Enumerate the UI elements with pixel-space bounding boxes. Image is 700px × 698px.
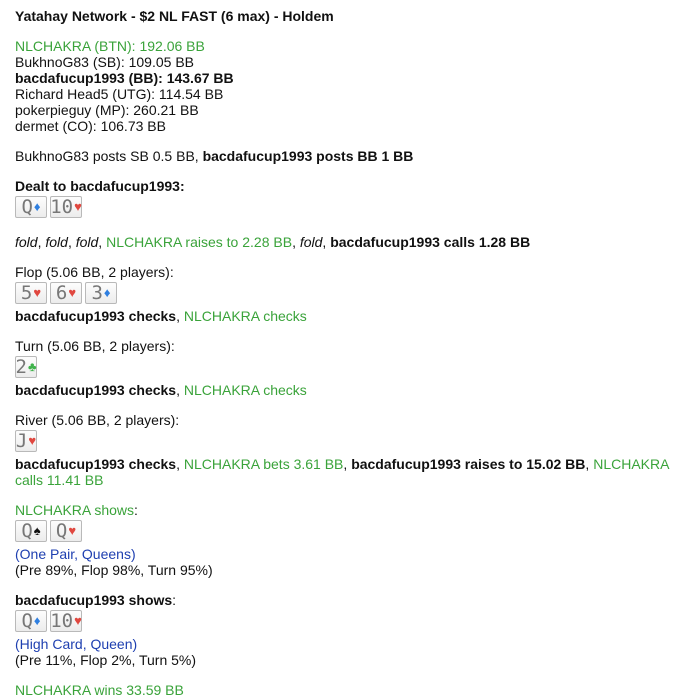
card	[15, 430, 37, 452]
separator: ,	[343, 456, 352, 472]
separator: ,	[194, 148, 203, 164]
action-check: bacdafucup1993 checks	[15, 382, 177, 398]
river-actions	[15, 456, 700, 472]
shown-cards	[15, 610, 700, 634]
action-raise: bacdafucup1993 raises to 15.02 BB	[351, 456, 586, 472]
turn-section	[15, 338, 700, 398]
spade-icon: ♠	[33, 523, 41, 538]
seat-4: Richard Head5 (UTG): 114.54 BB	[15, 86, 224, 102]
card-rank: Q	[55, 520, 68, 542]
diamond-icon: ♦	[33, 199, 41, 214]
action-fold: fold	[15, 234, 38, 250]
flop-cards	[15, 282, 700, 306]
card	[15, 520, 47, 542]
card-rank: 10	[50, 610, 74, 632]
river-section	[15, 412, 700, 488]
flop-section	[15, 264, 700, 324]
heart-icon: ♥	[33, 285, 42, 300]
action-check: bacdafucup1993 checks	[15, 308, 177, 324]
action-check: NLCHAKRA checks	[183, 308, 307, 324]
showdown-2	[15, 592, 700, 668]
flop-actions	[15, 308, 700, 324]
action-call: bacdafucup1993 calls 1.28 BB	[330, 234, 531, 250]
card-rank: J	[15, 430, 28, 452]
action-fold: fold	[299, 234, 323, 250]
equity-line: (Pre 11%, Flop 2%, Turn 5%)	[15, 652, 197, 668]
action-check: bacdafucup1993 checks	[15, 456, 177, 472]
result-line: NLCHAKRA wins 33.59 BB	[15, 682, 184, 698]
dealt-section	[15, 178, 700, 220]
card	[85, 282, 117, 304]
equity-line: (Pre 89%, Flop 98%, Turn 95%)	[15, 562, 213, 578]
show-name: bacdafucup1993 shows	[15, 592, 173, 608]
card-rank: Q	[21, 520, 33, 542]
separator: ,	[292, 234, 300, 250]
card-rank: Q	[21, 196, 33, 218]
hole-cards	[15, 196, 700, 220]
separator: ,	[67, 234, 76, 250]
shown-cards	[15, 520, 700, 544]
colon: :	[134, 502, 138, 518]
card-rank: 10	[50, 196, 74, 218]
action-fold: fold	[75, 234, 99, 250]
seat-list	[15, 38, 700, 134]
diamond-icon: ♦	[33, 613, 41, 628]
card-rank: 5	[20, 282, 33, 304]
action-call-player: NLCHAKRA	[593, 456, 670, 472]
separator: ,	[176, 382, 184, 398]
seat-1: NLCHAKRA (BTN): 192.06 BB	[15, 38, 205, 54]
action-raise: NLCHAKRA raises to 2.28 BB	[106, 234, 293, 250]
diamond-icon: ♦	[103, 285, 111, 300]
bb-post: bacdafucup1993 posts BB 1 BB	[202, 148, 414, 164]
turn-cards	[15, 356, 700, 380]
action-call-amount: calls 11.41 BB	[15, 472, 104, 488]
card	[15, 356, 37, 378]
card-rank: Q	[21, 610, 33, 632]
heart-icon: ♥	[74, 613, 82, 628]
blinds-line	[15, 148, 700, 164]
seat-5: pokerpieguy (MP): 260.21 BB	[15, 102, 199, 118]
dealt-label: Dealt to bacdafucup1993:	[15, 178, 185, 194]
heart-icon: ♥	[68, 523, 77, 538]
card-rank: 6	[55, 282, 68, 304]
turn-actions	[15, 382, 700, 398]
turn-label: Turn (5.06 BB, 2 players):	[15, 338, 175, 354]
card	[50, 610, 82, 632]
action-bet: NLCHAKRA bets 3.61 BB	[183, 456, 344, 472]
river-label: River (5.06 BB, 2 players):	[15, 412, 180, 428]
seat-2: BukhnoG83 (SB): 109.05 BB	[15, 54, 194, 70]
card	[50, 196, 82, 218]
preflop-actions	[15, 234, 700, 250]
club-icon: ♣	[27, 359, 37, 374]
action-check: NLCHAKRA checks	[183, 382, 307, 398]
card	[50, 520, 82, 542]
action-fold: fold	[45, 234, 68, 250]
card-rank: 2	[15, 356, 27, 378]
colon: :	[172, 592, 177, 608]
card-rank: 3	[91, 282, 103, 304]
seat-3: bacdafucup1993 (BB): 143.67 BB	[15, 70, 234, 86]
separator: ,	[176, 456, 184, 472]
river-cards	[15, 430, 700, 454]
separator: ,	[37, 234, 46, 250]
heart-icon: ♥	[68, 285, 77, 300]
card	[15, 610, 47, 632]
separator: ,	[98, 234, 107, 250]
separator: ,	[176, 308, 184, 324]
separator: ,	[585, 456, 594, 472]
heart-icon: ♥	[28, 433, 37, 448]
seat-6: dermet (CO): 106.73 BB	[15, 118, 166, 134]
card	[50, 282, 82, 304]
separator: ,	[322, 234, 331, 250]
card	[15, 282, 47, 304]
show-name: NLCHAKRA shows	[15, 502, 135, 518]
card	[15, 196, 47, 218]
sb-post: BukhnoG83 posts SB 0.5 BB	[15, 148, 195, 164]
showdown-1	[15, 502, 700, 578]
flop-label: Flop (5.06 BB, 2 players):	[15, 264, 174, 280]
heart-icon: ♥	[74, 199, 82, 214]
hand-rank: (One Pair, Queens)	[15, 546, 136, 562]
hand-title: Yatahay Network - $2 NL FAST (6 max) - Holdem	[15, 8, 334, 24]
hand-rank: (High Card, Queen)	[15, 636, 138, 652]
